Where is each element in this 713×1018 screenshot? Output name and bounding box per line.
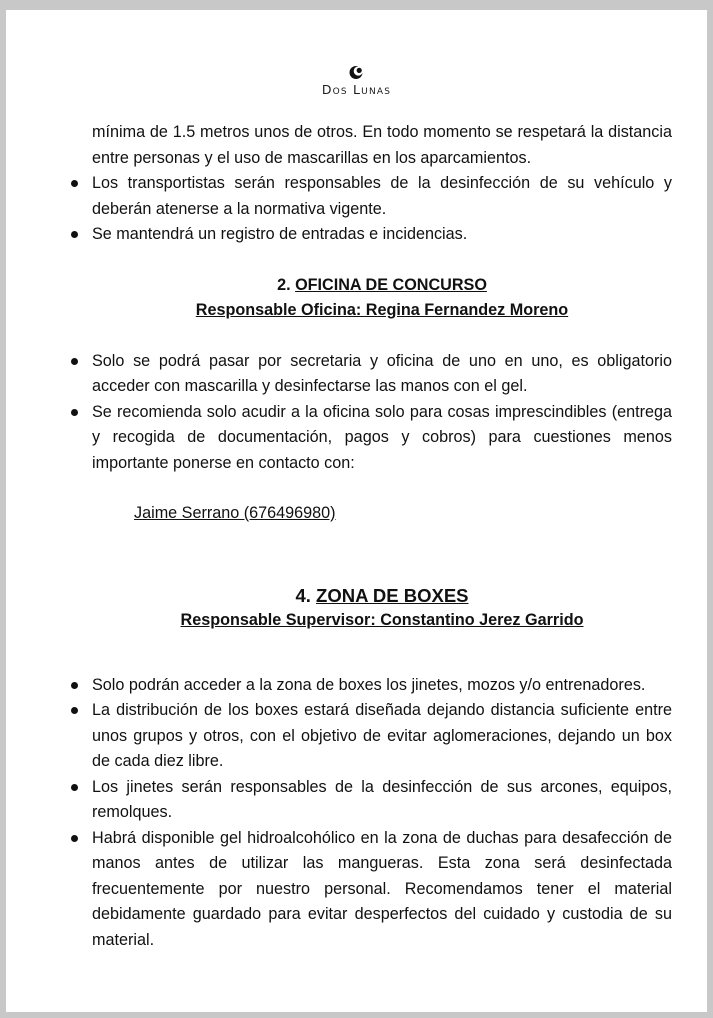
list-item: Los jinetes serán responsables de la desinfección de sus arcones, equipos, remolques. [92, 775, 672, 826]
brand-name: Dos Lunas [321, 82, 392, 97]
list-item: Habrá disponible gel hidroalcohólico en la zona de duchas para desafección de manos antes de utilizar las mangueras. Esta zona será desinfectada frecuentemente por nuestro personal. Recomendamos tener el material debidamente guardado para evitar desperfectos del cuidado y custodia de su material. [92, 826, 672, 954]
contact-line [92, 501, 672, 527]
header-logo [0, 64, 713, 97]
list-item: Se recomienda solo acudir a la oficina solo para cosas imprescindibles (entrega y recogida de documentación, pagos y cobros) para cuestiones menos importante ponerse en contacto con: [92, 400, 672, 477]
list-item: Los transportistas serán responsables de la desinfección de su vehículo y deberán atenerse a la normativa vigente. [92, 171, 672, 222]
list-item: Solo se podrá pasar por secretaria y oficina de uno en uno, es obligatorio acceder con mascarilla y desinfectarse las manos con el gel. [92, 349, 672, 400]
contact-name-phone: Jaime Serrano (676496980) [134, 504, 336, 522]
bullet-icon [71, 682, 78, 689]
list-item: La distribución de los boxes estará diseñada dejando distancia suficiente entre unos grupos y otros, con el objetivo de evitar aglomeraciones, dejando un box de cada diez libre. [92, 698, 672, 775]
bullet-icon [71, 358, 78, 365]
crescent-moon-logo-icon [349, 64, 365, 80]
intro-list [92, 171, 672, 248]
section-2-title: OFICINA DE CONCURSO [295, 275, 487, 294]
bullet-icon [71, 180, 78, 187]
intro-continuation: mínima de 1.5 metros unos de otros. En todo momento se respetará la distancia entre personas y el uso de mascarillas en los aparcamientos. [92, 123, 672, 167]
section-2-heading: 2. OFICINA DE CONCURSO [277, 275, 487, 294]
bullet-icon [71, 835, 78, 842]
section-2-responsible: Responsable Oficina: Regina Fernandez Moreno [195, 301, 569, 319]
section-4-responsible: Responsable Supervisor: Constantino Jerez Garrido [180, 611, 584, 629]
bullet-icon [71, 784, 78, 791]
bullet-icon [71, 707, 78, 714]
bullet-icon [71, 231, 78, 238]
list-item: Solo podrán acceder a la zona de boxes los jinetes, mozos y/o entrenadores. [92, 673, 672, 699]
section-4-title: ZONA DE BOXES [316, 584, 469, 606]
document-content [92, 120, 672, 953]
section-4-heading: 4. ZONA DE BOXES [295, 584, 469, 606]
section-4-list [92, 673, 672, 954]
bullet-icon [71, 409, 78, 416]
list-item: Se mantendrá un registro de entradas e incidencias. [92, 222, 672, 248]
section-2-list [92, 349, 672, 477]
